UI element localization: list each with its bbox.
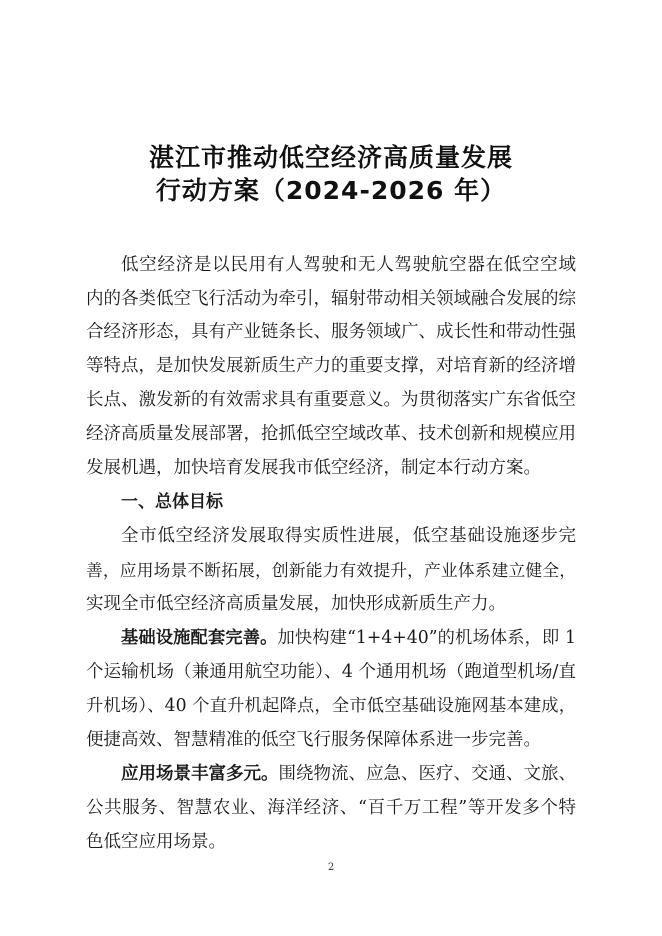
apps-line: 色低空应用场景。 [86,832,226,852]
apps-line-1-rest: 围绕物流、应急、医疗、交通、文旅、 [278,764,576,784]
infra-line: 升机场）、40 个直升机起降点，全市低空基础设施网基本建成， [86,696,576,716]
document-title-line-2: 行动方案（2024-2026 年） [155,176,507,205]
intro-line: 合经济形态，具有产业链条长、服务领域广、成长性和带动性强 [86,322,576,342]
apps-line: 公共服务、智慧农业、海洋经济、“百千万工程”等开发多个特 [86,798,576,818]
intro-line: 发展机遇，加快培育发展我市低空经济，制定本行动方案。 [86,458,541,478]
apps-lead: 应用场景丰富多元。 [121,764,279,784]
intro-line: 内的各类低空飞行活动为牵引，辐射带动相关领域融合发展的综 [86,289,576,309]
intro-line: 长点、激发新的有效需求具有重要意义。为贯彻落实广东省低空 [86,390,576,410]
intro-line: 等特点，是加快发展新质生产力的重要支撑，对培育新的经济增 [86,356,576,376]
goal-line: 实现全市低空经济高质量发展，加快形成新质生产力。 [86,594,506,614]
section-heading: 一、总体目标 [121,492,223,512]
infra-line-1-rest: 加快构建“1+4+40”的机场体系，即 1 [277,628,576,648]
infra-line: 便捷高效、智慧精准的低空飞行服务保障体系进一步完善。 [86,730,541,750]
document-title-line-1: 湛江市推动低空经济高质量发展 [148,143,513,172]
apps-line-1 [121,761,576,787]
infra-line-1 [121,625,576,651]
infra-lead: 基础设施配套完善。 [121,628,278,648]
infra-line: 个运输机场（兼通用航空功能）、4 个通用机场（跑道型机场/直 [86,662,576,682]
goal-line: 善，应用场景不断拓展，创新能力有效提升，产业体系建立健全， [86,560,576,580]
intro-line: 低空经济是以民用有人驾驶和无人驾驶航空器在低空空域 [121,255,576,275]
intro-line: 经济高质量发展部署，抢抓低空空域改革、技术创新和规模应用 [86,424,576,444]
page-number: 2 [327,862,335,873]
goal-line: 全市低空经济发展取得实质性进展，低空基础设施逐步完 [121,526,576,546]
